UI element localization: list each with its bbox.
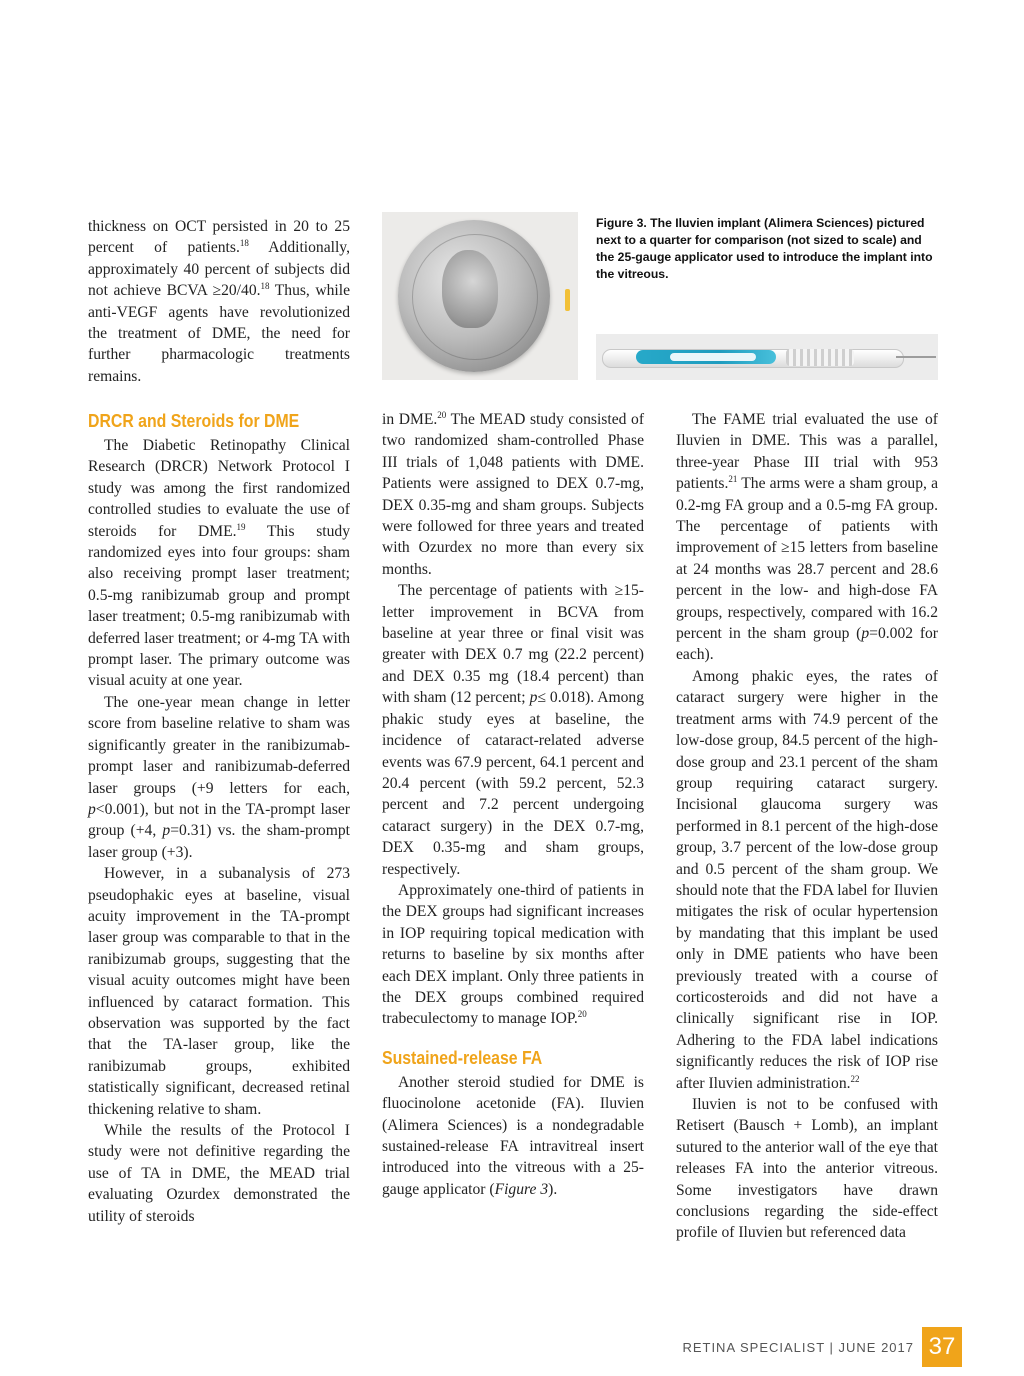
quarter-photo — [382, 212, 578, 380]
section-heading-sustained-release: Sustained-release FA — [382, 1047, 543, 1068]
page-number: 37 — [922, 1327, 962, 1367]
paragraph: However, in a subanalysis of 273 pseudophakic eyes at baseline, visual acuity improvement in the TA-prompt laser group was comparable to that in the ranibizumab groups, suggesting that the visual acuity outcomes might have been influenced by cataract formation. This observation was supported by the fact that the TA-laser group, like the ranibizumab groups, exhibited statistically significant, decreased retinal thickening relative to sham. — [88, 865, 350, 1118]
left-column — [88, 409, 350, 1227]
intro-column — [88, 216, 350, 387]
intro-paragraph: thickness on OCT persisted in 20 to 25 percent of patients.$^{18}$ Additionally, approximately 40 percent of subjects did not achieve BCVA ≥20/40.18 Thus, while anti-VEGF agents have revolutionized the treatment of DME, the need for further pharmacologic treatments remains. — [88, 218, 350, 385]
section-heading-drcr: DRCR and Steroids for DME — [88, 411, 300, 431]
paragraph: Iluvien is not to be confused with Retisert (Bausch + Lomb), an implant sutured to the anterior wall of the eye that releases FA into the anterior vitreous. Some investigators have drawn conclusions regarding the side-effect profile of Iluvien but referenced data — [676, 1096, 938, 1242]
middle-column — [382, 409, 644, 1200]
paragraph: Approximately one-third of patients in the DEX groups had significant increases in IOP requiring topical medication with returns to baseline by six months after each DEX implant. Only three patients in the DEX groups combined required trabeculectomy to manage IOP.$^{20}$ — [382, 881, 644, 1028]
figure-caption: Figure 3. The Iluvien implant (Alimera Sciences) pictured next to a quarter for comparison (not sized to scale) and the 25-gauge applicator used to introduce the implant into the vitreous. — [596, 216, 933, 281]
paragraph: Another steroid studied for DME is fluocinolone acetonide (FA). Iluvien (Alimera Sciences) is a nondegradable sustained-release FA intravitreal insert introduced into the vitreous with a 25-gauge applicator (Figure 3). — [382, 1073, 644, 1198]
paragraph: Among phakic eyes, the rates of cataract surgery were higher in the treatment arms with 74.9 percent of the low-dose group, 84.5 percent of the high-dose group and 23.1 percent of the sham group requiring cataract surgery. Incisional glaucoma surgery was performed in 8.1 percent of the high-dose group, 3.7 percent of the low-dose group and 0.5 percent of the sham group. We should note that the FDA label for Iluvien mitigates the risk of ocular hypertension by mandating that this implant be used only in DME patients who have been previously treated with a course of corticosteroids and did not have a clinically significant rise in IOP. Adhering to the FDA label indications significantly reduces the risk of IOP rise after Iluvien administration.$^{22}$ — [676, 667, 938, 1092]
quarter-coin-image — [398, 220, 550, 372]
paragraph: The percentage of patients with ≥15-letter improvement in BCVA from baseline at year three or final visit was greater with DEX 0.7 mg (22.2 percent) and DEX 0.35 mg (18.4 percent) than with sham (12 percent; p≤ 0.018). Among phakic study eyes at baseline, the incidence of cataract-related adverse events was 67.9 percent, 64.1 percent and 20.4 percent (with 59.2 percent, 52.3 percent and 7.2 percent undergoing cataract surgery) in the DEX 0.7-mg, DEX 0.35-mg and sham groups, respectively. — [382, 582, 644, 878]
iluvien-implant-image — [565, 289, 570, 311]
journal-footer: RETINA SPECIALIST | JUNE 2017 — [682, 1340, 914, 1355]
paragraph: in DME.$^{20}$ The MEAD study consisted of two randomized sham-controlled Phase III trials of 1,048 patients with DME. Patients were assigned to DEX 0.7-mg, DEX 0.35-mg and sham groups. Subjects were followed for three years and treated with Ozurdex no more than every six months. — [382, 410, 645, 578]
paragraph: The FAME trial evaluated the use of Iluvien in DME. This was a parallel, three-year Phase III trial with 953 patients.$^{21}$ The arms were a sham group, a 0.2-mg FA group and a 0.5-mg FA group. The percentage of patients with improvement of ≥15 letters from baseline at 24 months was 28.7 percent and 28.6 percent in the low- and high-dose FA groups, respectively, compared with 16.2 percent in the sham group (p=0.002 for each). — [676, 411, 938, 664]
paragraph: The one-year mean change in letter score from baseline relative to sham was significantly greater in the ranibizumab-prompt laser and ranibizumab-deferred laser groups (+9 letters for each, p<0.001), but not in the TA-prompt laser group (+4, p=0.31) vs. the sham-prompt laser group (+3). — [88, 693, 350, 861]
right-column — [676, 409, 938, 1244]
paragraph: While the results of the Protocol I study were not definitive regarding the use of TA in DME, the MEAD trial evaluating Ozurdex demonstrated the utility of steroids — [88, 1122, 350, 1225]
paragraph: The Diabetic Retinopathy Clinical Research (DRCR) Network Protocol I study was among the first randomized controlled studies to evaluate the use of steroids for DME.$^{19}$ This study randomized eyes into four groups: sham also receiving prompt laser treatment; 0.5-mg ranibizumab group and prompt laser treatment; 0.5-mg ranibizumab with deferred laser treatment; or 4-mg TA with prompt laser. The primary outcome was visual acuity at one year. — [88, 437, 351, 690]
applicator-photo — [596, 334, 938, 380]
